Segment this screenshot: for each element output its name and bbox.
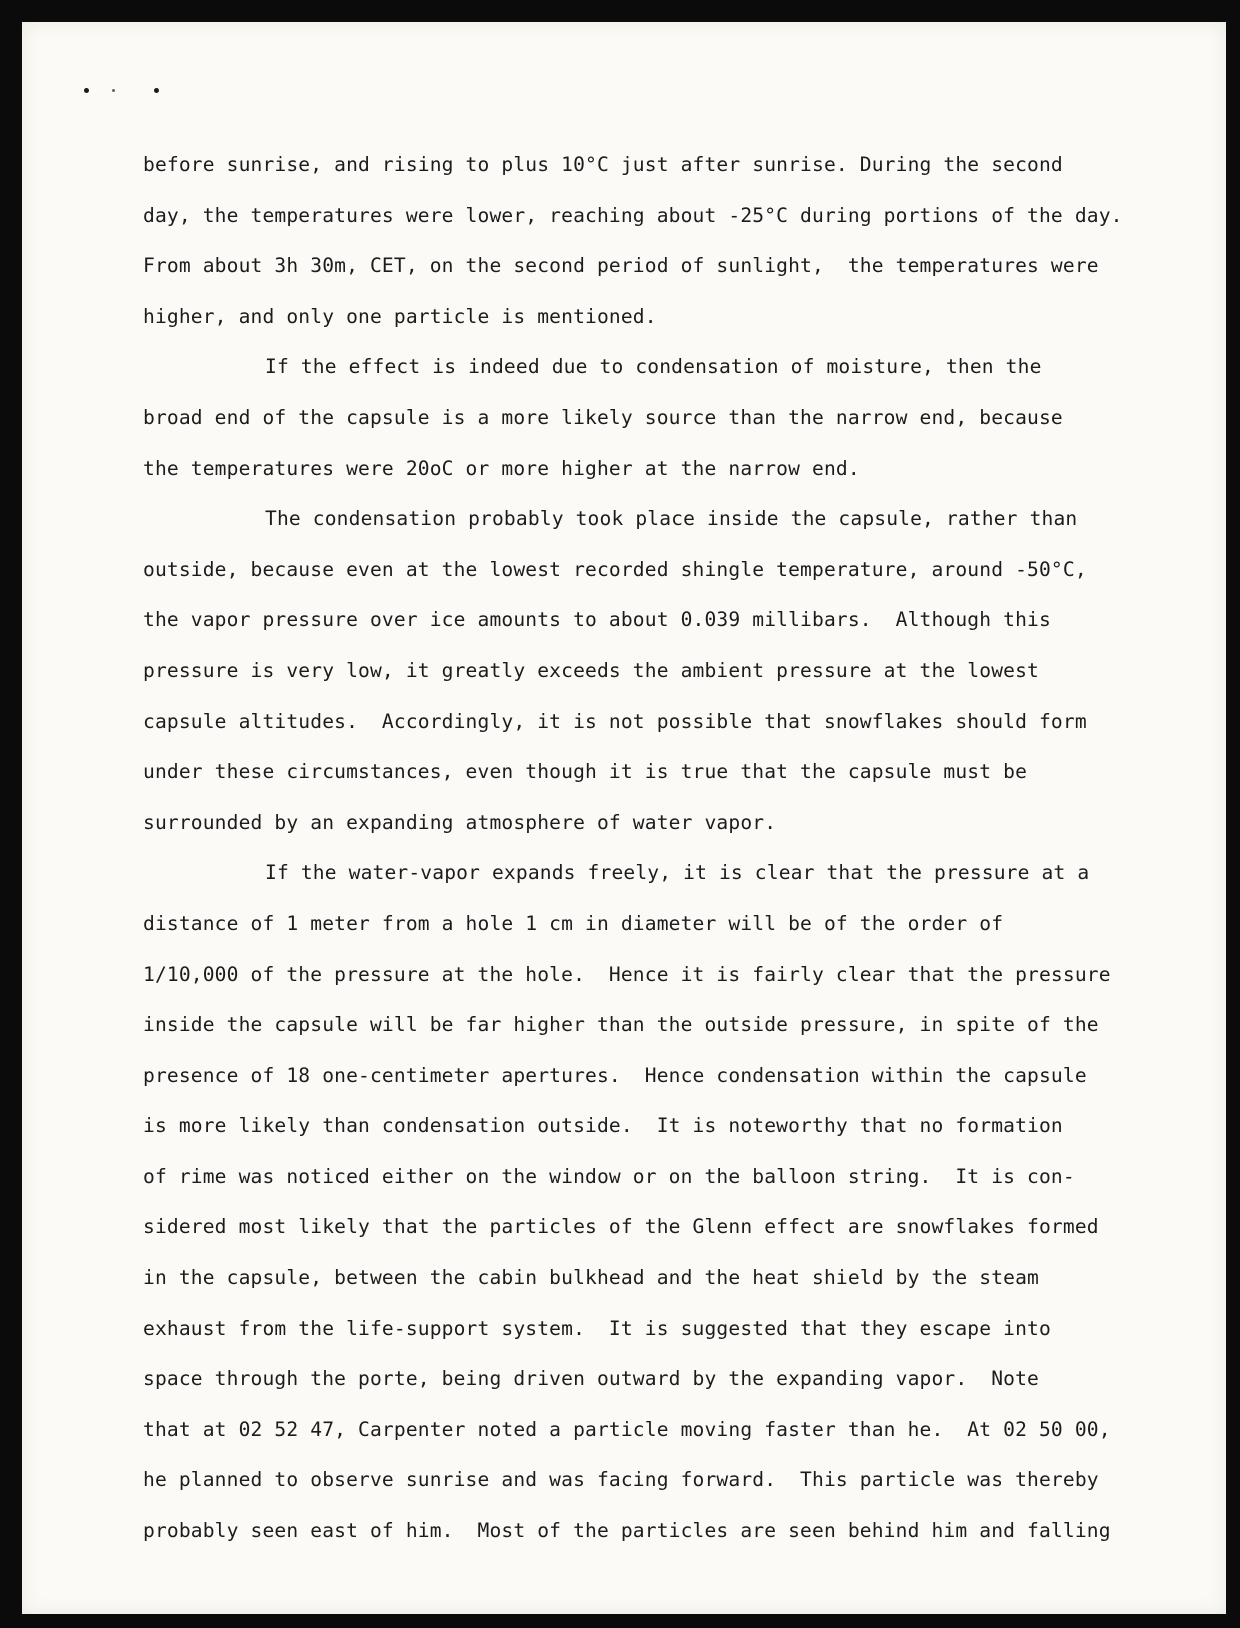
text-line: higher, and only one particle is mentioned. bbox=[143, 304, 657, 328]
text-line: that at 02 52 47, Carpenter noted a particle moving faster than he. At 02 50 00, bbox=[143, 1417, 1111, 1441]
text-line: broad end of the capsule is a more likely source than the narrow end, because bbox=[143, 405, 1063, 429]
text-line: space through the porte, being driven outward by the expanding vapor. Note bbox=[143, 1367, 1039, 1391]
text-line: he planned to observe sunrise and was facing forward. This particle was thereby bbox=[143, 1468, 1099, 1492]
text-line: If the effect is indeed due to condensation of moisture, then the bbox=[265, 355, 1042, 379]
text-line: distance of 1 meter from a hole 1 cm in diameter will be of the order of bbox=[143, 911, 1004, 935]
binding-dot bbox=[112, 89, 115, 92]
text-line: of rime was noticed either on the window or on the balloon string. It is con- bbox=[143, 1164, 1075, 1188]
text-line: under these circumstances, even though it is true that the capsule must be bbox=[143, 760, 1028, 784]
paragraph bbox=[143, 848, 1183, 1556]
text-line: The condensation probably took place inside the capsule, rather than bbox=[265, 507, 1078, 531]
paragraph bbox=[143, 140, 1183, 342]
text-line: From about 3h 30m, CET, on the second period of sunlight, the temperatures were bbox=[143, 254, 1099, 278]
text-line: inside the capsule will be far higher than the outside pressure, in spite of the bbox=[143, 1013, 1099, 1037]
text-line: surrounded by an expanding atmosphere of water vapor. bbox=[143, 810, 777, 834]
text-line: outside, because even at the lowest recorded shingle temperature, around -50°C, bbox=[143, 557, 1087, 581]
binding-dot bbox=[154, 88, 159, 93]
paragraph bbox=[143, 494, 1183, 848]
text-line: the temperatures were 20oC or more higher at the narrow end. bbox=[143, 456, 860, 480]
text-line: in the capsule, between the cabin bulkhead and the heat shield by the steam bbox=[143, 1266, 1039, 1290]
text-line: exhaust from the life-support system. It is suggested that they escape into bbox=[143, 1316, 1051, 1340]
binding-hole-marks bbox=[84, 88, 164, 96]
text-line: presence of 18 one-centimeter apertures. Hence condensation within the capsule bbox=[143, 1063, 1087, 1087]
text-line: day, the temperatures were lower, reaching about -25°C during portions of the day. bbox=[143, 203, 1123, 227]
text-line: the vapor pressure over ice amounts to about 0.039 millibars. Although this bbox=[143, 608, 1051, 632]
paragraph bbox=[143, 342, 1183, 494]
document-body bbox=[143, 140, 1183, 1557]
text-line: sidered most likely that the particles of the Glenn effect are snowflakes formed bbox=[143, 1215, 1099, 1239]
text-line: pressure is very low, it greatly exceeds the ambient pressure at the lowest bbox=[143, 658, 1039, 682]
text-line: capsule altitudes. Accordingly, it is not possible that snowflakes should form bbox=[143, 709, 1087, 733]
text-line: If the water-vapor expands freely, it is clear that the pressure at a bbox=[265, 861, 1090, 885]
text-line: 1/10,000 of the pressure at the hole. Hence it is fairly clear that the pressure bbox=[143, 962, 1111, 986]
text-line: is more likely than condensation outside. It is noteworthy that no formation bbox=[143, 1114, 1063, 1138]
binding-dot bbox=[84, 88, 89, 93]
text-line: probably seen east of him. Most of the particles are seen behind him and falling bbox=[143, 1519, 1111, 1543]
text-line: before sunrise, and rising to plus 10°C just after sunrise. During the second bbox=[143, 153, 1063, 176]
